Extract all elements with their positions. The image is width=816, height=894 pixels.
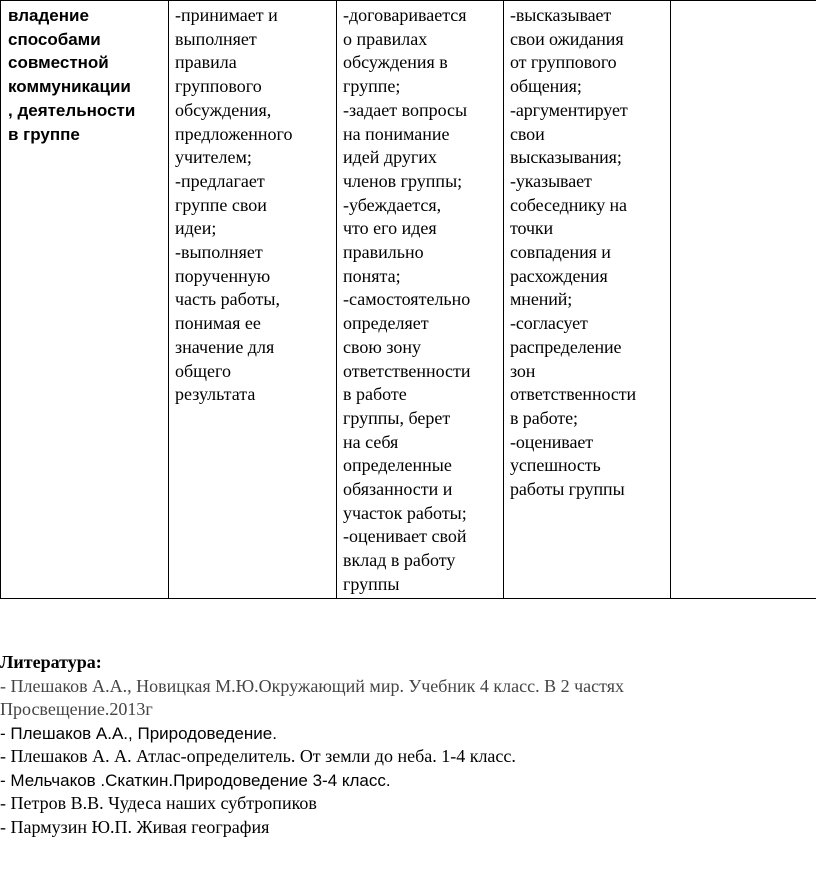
cell-line: распределение [510,336,622,357]
literature-item: - Петров В.В. Чудеса наших субтропиков [0,793,317,813]
cell-line: общего [175,360,231,381]
level-cell-2 [337,1,504,599]
cell-line: группы, берет [343,407,451,428]
literature-item: - Плешаков А.А., Природоведение. [0,723,277,743]
cell-line: собеседнику на [510,194,627,215]
cell-line: значение для [175,336,275,357]
cell-line: -аргументирует [510,99,628,120]
cell-line: на себя [343,431,399,452]
cell-line: -убеждается, [343,194,442,215]
cell-line: расхождения [510,265,608,286]
cell-line: правильно [343,242,424,263]
cell-line: успешность [510,455,601,476]
cell-line: коммуникации [8,77,131,97]
cell-line: от группового [510,52,617,73]
literature-title: Литература: [0,652,102,672]
level-1-text [175,4,330,407]
empty-cell [671,1,816,599]
cell-line: обсуждения в [343,52,448,73]
cell-line: владение [8,6,89,25]
cell-line: -принимает и [175,5,278,25]
cell-line: членов группы; [343,170,463,191]
cell-line: совпадения и [510,242,611,263]
cell-line: мнений; [510,289,573,310]
cell-line: -выполняет [175,242,263,263]
cell-line: группе; [343,76,401,97]
cell-line: идеи; [175,218,217,239]
cell-line: вклад в работу [343,550,456,571]
cell-line: свою зону [343,336,421,357]
cell-line: определенные [343,455,452,476]
cell-line: участок работы; [343,502,467,523]
cell-line: -оценивает свой [343,526,467,547]
cell-line: результата [175,384,256,405]
cell-line: работы группы [510,479,625,500]
literature-section [0,651,816,839]
cell-line: идей других [343,147,437,168]
cell-line: зон [510,360,536,381]
cell-line: учителем; [175,147,252,168]
cell-line: -договаривается [343,5,467,25]
cell-line: группе свои [175,194,267,215]
cell-line: -согласует [510,313,588,334]
cell-line: группы [343,573,400,594]
cell-line: выполняет [175,28,257,49]
cell-line: -оценивает [510,431,593,452]
cell-line: -самостоятельно [343,289,471,310]
cell-line: совместной [8,53,109,73]
table-row [1,1,816,599]
literature-item: - Плешаков А. А. Атлас-определитель. От земли до неба. 1-4 класс. [0,746,516,766]
cell-line: обязанности и [343,479,453,500]
cell-line: -предлагает [175,170,265,191]
cell-line: -указывает [510,170,592,191]
literature-item: - Мельчаков .Скаткин.Природоведение 3-4 класс. [0,770,391,790]
cell-line: порученную [175,265,271,286]
cell-line: предложенного [175,123,293,144]
cell-line: правила [175,52,237,73]
cell-line: общения; [510,76,582,97]
level-2-text [343,4,497,597]
cell-line: определяет [343,313,429,334]
cell-line: -высказывает [510,5,612,25]
level-cell-3 [504,1,671,599]
cell-line: способами [8,29,101,49]
cell-line: обсуждения, [175,99,272,120]
cell-line: в группе [8,124,80,144]
cell-line: что его идея [343,218,437,239]
cell-line: понимая ее [175,313,261,334]
literature-item: - Плешаков А.А., Новицкая М.Ю.Окружающий мир. Учебник 4 класс. В 2 частях [0,675,625,696]
level-3-text [510,4,664,502]
level-cell-1 [169,1,337,599]
cell-line: группового [175,76,262,97]
cell-line: понята; [343,265,401,286]
cell-line: в работе [343,384,407,405]
cell-line: о правилах [343,28,428,49]
literature-item: - Пармузин Ю.П. Живая география [0,816,270,837]
cell-line: свои ожидания [510,28,624,49]
competency-name [8,4,162,146]
literature-item: Просвещение.2013г [0,699,153,719]
cell-line: ответственности [510,384,637,405]
cell-line: , деятельности [8,100,136,120]
cell-line: высказывания; [510,147,622,168]
cell-line: свои [510,123,545,144]
cell-line: ответственности [343,360,471,381]
cell-line: -задает вопросы [343,99,468,120]
cell-line: точки [510,218,554,239]
cell-line: часть работы, [175,289,280,310]
cell-line: в работе; [510,407,578,428]
competency-name-cell [1,1,169,599]
cell-line: на понимание [343,123,450,144]
